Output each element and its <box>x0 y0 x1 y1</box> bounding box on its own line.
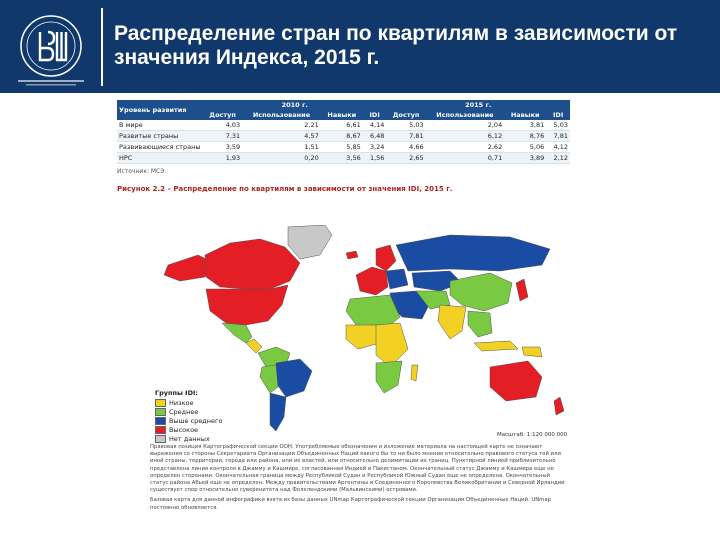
region-japan-korea <box>516 279 528 301</box>
table-cell: 6,61 <box>321 120 363 131</box>
legend-swatch <box>155 435 166 443</box>
table-cell: 4,12 <box>546 142 570 153</box>
table-cell: 3,56 <box>321 153 363 164</box>
region-papua-new-guinea <box>522 347 542 357</box>
region-usa <box>206 285 288 325</box>
legend-item <box>155 416 240 425</box>
column-header: IDI <box>546 110 570 120</box>
column-header: Доступ <box>386 110 425 120</box>
map-scale: Масштаб: 1:120 000 000 <box>497 432 568 438</box>
region-china <box>450 273 512 311</box>
region-central-america <box>246 339 262 353</box>
table-source: Источник: МСЭ. <box>117 168 167 175</box>
region-north-africa <box>346 295 400 327</box>
region-brazil <box>276 359 312 397</box>
legend-item <box>155 398 240 407</box>
region-iceland <box>346 251 358 259</box>
map-notes <box>150 444 570 515</box>
table-cell: 3,59 <box>203 142 242 153</box>
column-header: Использование <box>426 110 505 120</box>
legend-label: Нет данных <box>169 434 210 443</box>
table-cell: 3,24 <box>363 142 387 153</box>
region-south-asia <box>438 305 466 339</box>
region-australia <box>490 361 542 401</box>
legend-label: Выше среднего <box>169 416 223 425</box>
table-cell: 3,81 <box>504 120 546 131</box>
legend-label: Среднее <box>169 407 199 416</box>
table-cell: 5,06 <box>504 142 546 153</box>
row-label: Развитые страны <box>117 131 203 142</box>
table-cell: 2,04 <box>426 120 505 131</box>
region-peru-bolivia <box>260 365 278 393</box>
table-cell: 4,14 <box>363 120 387 131</box>
table-cell: 1,56 <box>363 153 387 164</box>
column-header: Навыки <box>504 110 546 120</box>
table-row <box>117 131 570 142</box>
table-cell: 0,71 <box>426 153 505 164</box>
region-alaska <box>164 255 210 281</box>
region-southern-africa <box>376 361 402 393</box>
basemap-note: Базовая карта для данной инфографики взята из базы данных UNmap Картографической секции Организации Объединенных Наций. UNmap постоянно обновляется. <box>150 497 551 511</box>
table-cell: 5,85 <box>321 142 363 153</box>
row-label: НРС <box>117 153 203 164</box>
table-cell: 6,12 <box>426 131 505 142</box>
slide-header <box>0 0 720 93</box>
region-madagascar <box>411 365 418 381</box>
region-southeast-asia <box>468 311 492 337</box>
column-header: Доступ <box>203 110 242 120</box>
region-central-africa <box>376 323 408 367</box>
legend-item <box>155 425 240 434</box>
table-first-header: Уровень развития <box>117 100 203 120</box>
region-russia <box>396 235 550 271</box>
table-cell: 8,67 <box>321 131 363 142</box>
legend-swatch <box>155 426 166 434</box>
table-cell: 0,20 <box>242 153 321 164</box>
row-label: В мире <box>117 120 203 131</box>
legend-title: Группы IDI: <box>155 389 198 397</box>
region-west-africa <box>346 325 380 349</box>
legend-label: Высокое <box>169 425 199 434</box>
year-group-header: 2010 г. <box>203 100 386 110</box>
table-cell: 7,81 <box>386 131 425 142</box>
table-header-row <box>117 100 570 110</box>
row-label: Развивающиеся страны <box>117 142 203 153</box>
table-cell: 2,12 <box>546 153 570 164</box>
region-new-zealand <box>554 397 564 415</box>
year-group-header: 2015 г. <box>386 100 570 110</box>
legend-label: Низкое <box>169 398 194 407</box>
legal-note: Правовая позиция Картографической секции ООН: Употребляемые обозначения и изложение материала на настоящей карте не означают выражения со стороны Секретариата Организации Объединенных Наций какого бы то ни было мнения относительно правового статуса той или иной страны, территории, города или района, или их властей, или относительно делимитации их границ. Пунктирной линией приблизительно представлена линия контроля в Джамму и Кашмире, согласованная Индией и Пакистаном. Окончательный статус Джамму и Кашмира еще не определен сторонами. Окончательная граница между Республикой Судан и Республикой Южный Судан еще не определена. Окончательный статус района Абьей еще не определен. Между правительствами Аргентины и Соединенного Королевства Великобритании и Северной Ирландии существует спор относительно суверенитета над Фолклендскими (Мальвинскими) островами. <box>150 444 565 494</box>
legend-item <box>155 434 240 443</box>
column-header: IDI <box>363 110 387 120</box>
region-scandinavia <box>376 245 396 271</box>
map-legend <box>152 387 243 445</box>
region-western-europe <box>356 267 388 295</box>
region-canada <box>205 239 300 289</box>
table-cell: 8,76 <box>504 131 546 142</box>
table-cell: 1,51 <box>242 142 321 153</box>
region-indonesia <box>474 341 518 351</box>
legend-swatch <box>155 408 166 416</box>
table-row <box>117 120 570 131</box>
table-cell: 2,21 <box>242 120 321 131</box>
idi-stats-table <box>117 100 570 164</box>
legend-swatch <box>155 417 166 425</box>
column-header: Использование <box>242 110 321 120</box>
table-cell: 2,65 <box>386 153 425 164</box>
table-cell: 5,03 <box>546 120 570 131</box>
region-mexico <box>222 323 252 343</box>
slide-title: Распределение стран по квартилям в зависимости от значения Индекса, 2015 г. <box>114 22 678 69</box>
header-divider <box>101 8 103 86</box>
table-cell: 7,31 <box>203 131 242 142</box>
region-eastern-europe <box>386 269 408 289</box>
table-cell: 4,66 <box>386 142 425 153</box>
table-row <box>117 153 570 164</box>
table-cell: 4,03 <box>203 120 242 131</box>
hse-logo-icon <box>10 8 92 88</box>
table-row <box>117 142 570 153</box>
region-greenland <box>288 225 332 259</box>
column-header: Навыки <box>321 110 363 120</box>
report-excerpt <box>117 100 572 193</box>
legend-swatch <box>155 399 166 407</box>
legend-item <box>155 407 240 416</box>
table-cell: 2,62 <box>426 142 505 153</box>
table-cell: 1,93 <box>203 153 242 164</box>
table-cell: 7,81 <box>546 131 570 142</box>
table-cell: 5,03 <box>386 120 425 131</box>
table-cell: 3,89 <box>504 153 546 164</box>
table-cell: 6,48 <box>363 131 387 142</box>
region-argentina-chile <box>270 393 286 431</box>
table-cell: 4,57 <box>242 131 321 142</box>
figure-caption: Рисунок 2.2 – Распределение по квартилям в зависимости от значения IDI, 2015 г. <box>117 185 453 193</box>
